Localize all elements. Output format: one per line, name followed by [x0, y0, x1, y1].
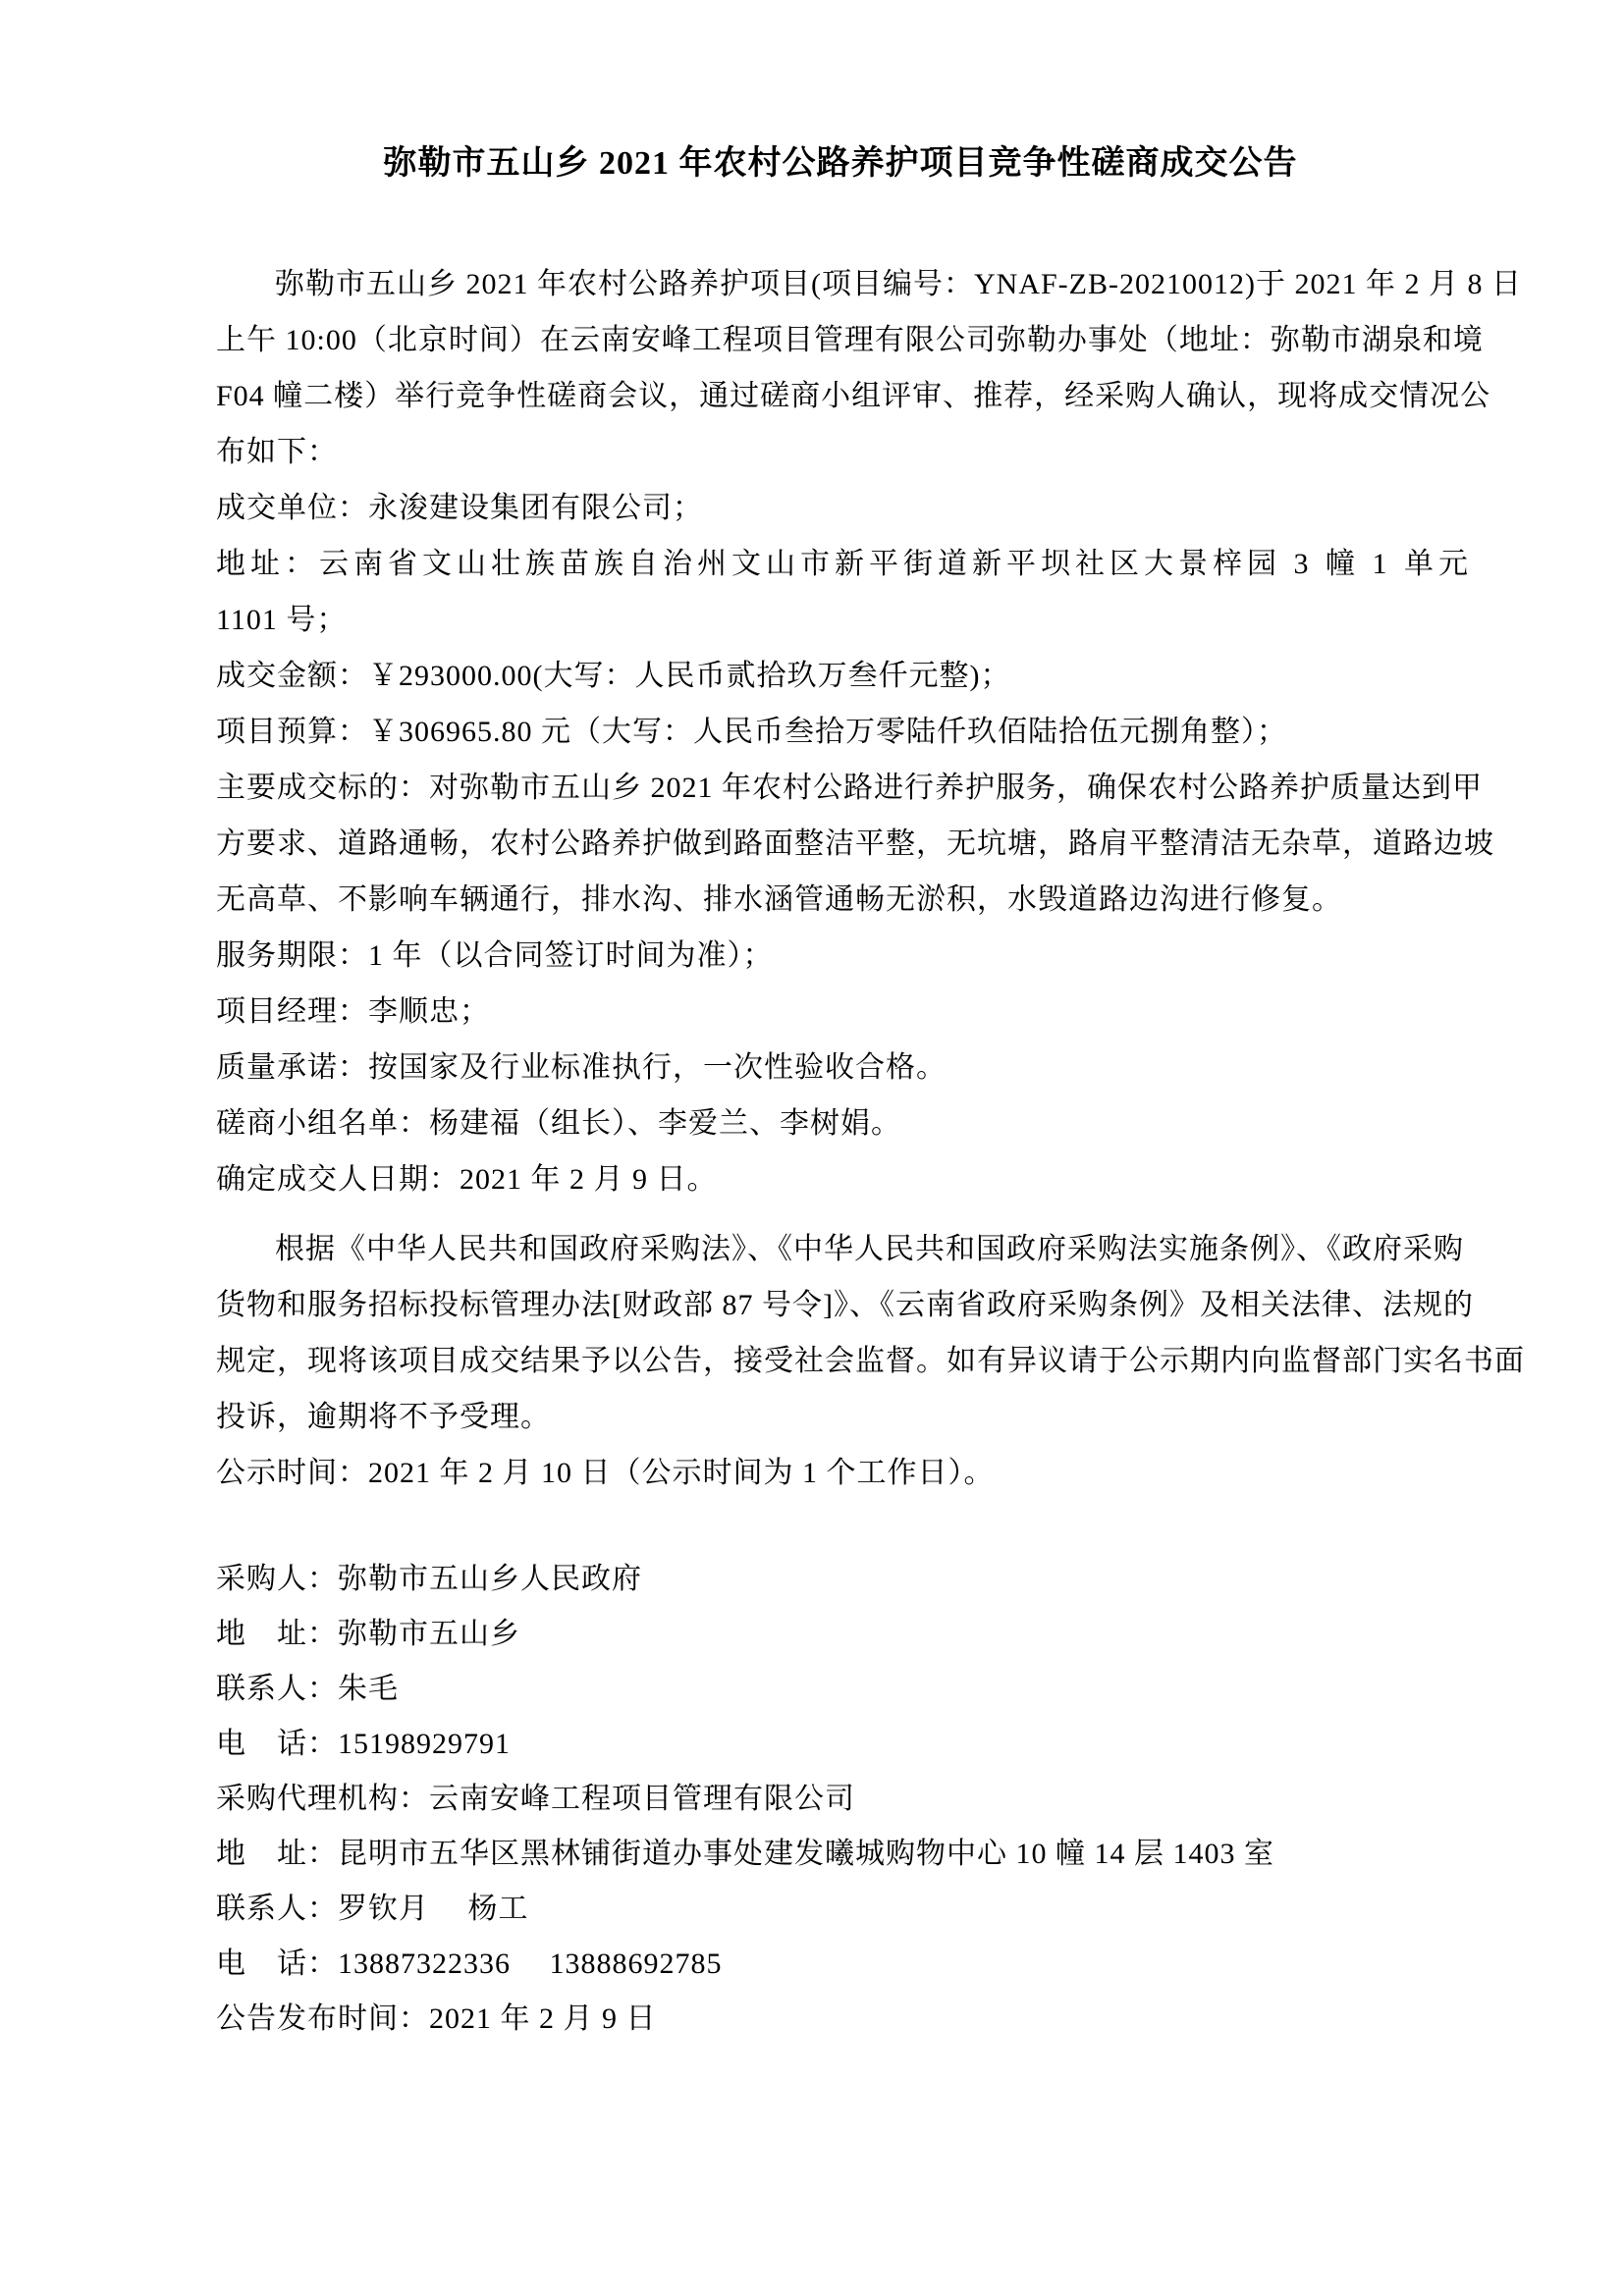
main-body [216, 256, 1522, 1207]
purchaser-name: 采购人：弥勒市五山乡人民政府 [216, 1563, 642, 1595]
agency-name: 采购代理机构：云南安峰工程项目管理有限公司 [216, 1783, 855, 1815]
legal-line-1: 根据《中华人民共和国政府采购法》、《中华人民共和国政府采购法实施条例》、《政府采购 [275, 1233, 1464, 1265]
purchaser-phone: 电 话：15198929791 [216, 1728, 511, 1760]
agency-contact-person: 联系人：罗钦月 杨工 [216, 1893, 529, 1925]
contact-section [216, 1552, 1465, 2047]
intro-line-1: 弥勒市五山乡 2021 年农村公路养护项目(项目编号：YNAF-ZB-20210012)于 2021 年 2 月 8 日 [275, 268, 1522, 300]
purchaser-contact-person: 联系人：朱毛 [216, 1673, 399, 1705]
intro-line-3: F04 幢二楼）举行竞争性磋商会议，通过磋商小组评审、推荐，经采购人确认，现将成交情况公 [216, 380, 1491, 412]
result-subject-3: 无高草、不影响车辆通行，排水沟、排水涵管通畅无淤积，水毁道路边沟进行修复。 [216, 883, 1342, 916]
legal-line-4: 投诉，逾期将不予受理。 [216, 1401, 551, 1433]
result-subject-2: 方要求、道路通畅，农村公路养护做到路面整洁平整，无坑塘，路肩平整清洁无杂草，道路边坡 [216, 828, 1494, 860]
agency-address: 地 址：昆明市五华区黑林铺街道办事处建发曦城购物中心 10 幢 14 层 1403 室 [216, 1838, 1274, 1870]
agency-phone: 电 话：13887322336 13888692785 [216, 1948, 723, 1980]
announcement-publish-date: 公告发布时间：2021 年 2 月 9 日 [216, 2002, 657, 2035]
result-project-manager: 项目经理：李顺忠； [216, 995, 490, 1028]
publicity-period: 公示时间：2021 年 2 月 10 日（公示时间为 1 个工作日）。 [216, 1457, 995, 1489]
purchaser-address: 地 址：弥勒市五山乡 [216, 1618, 520, 1650]
result-panel-members: 磋商小组名单：杨建福（组长）、李爱兰、李树娟。 [216, 1107, 901, 1140]
result-quality-commitment: 质量承诺：按国家及行业标准执行，一次性验收合格。 [216, 1051, 947, 1084]
result-winner-address-2: 1101 号； [216, 604, 348, 636]
result-award-date: 确定成交人日期：2021 年 2 月 9 日。 [216, 1163, 718, 1196]
intro-line-2: 上午 10:00（北京时间）在云南安峰工程项目管理有限公司弥勒办事处（地址：弥勒市湖泉和境 [216, 324, 1484, 356]
intro-line-4: 布如下： [216, 436, 338, 468]
result-winner: 成交单位：永浚建设集团有限公司； [216, 492, 703, 524]
legal-line-2: 货物和服务招标投标管理办法[财政部 87 号令]》、《云南省政府采购条例》及相关法律、法规的 [216, 1289, 1474, 1321]
result-budget: 项目预算：￥306965.80 元（大写：人民币叁拾万零陆仟玖佰陆拾伍元捌角整）； [216, 716, 1287, 748]
result-service-term: 服务期限：1 年（以合同签订时间为准）； [216, 939, 774, 972]
result-amount: 成交金额：￥293000.00(大写：人民币贰拾玖万叁仟元整)； [216, 660, 1011, 692]
result-winner-address-1: 地址：云南省文山壮族苗族自治州文山市新平街道新平坝社区大景梓园 3 幢 1 单元 [216, 548, 1473, 580]
legal-line-3: 规定，现将该项目成交结果予以公告，接受社会监督。如有异议请于公示期内向监督部门实名书面 [216, 1345, 1525, 1377]
result-subject-1: 主要成交标的：对弥勒市五山乡 2021 年农村公路进行养护服务，确保农村公路养护质量达到甲 [216, 772, 1483, 804]
page-title: 弥勒市五山乡 2021 年农村公路养护项目竞争性磋商成交公告 [383, 145, 1298, 182]
legal-paragraph [216, 1221, 1525, 1501]
